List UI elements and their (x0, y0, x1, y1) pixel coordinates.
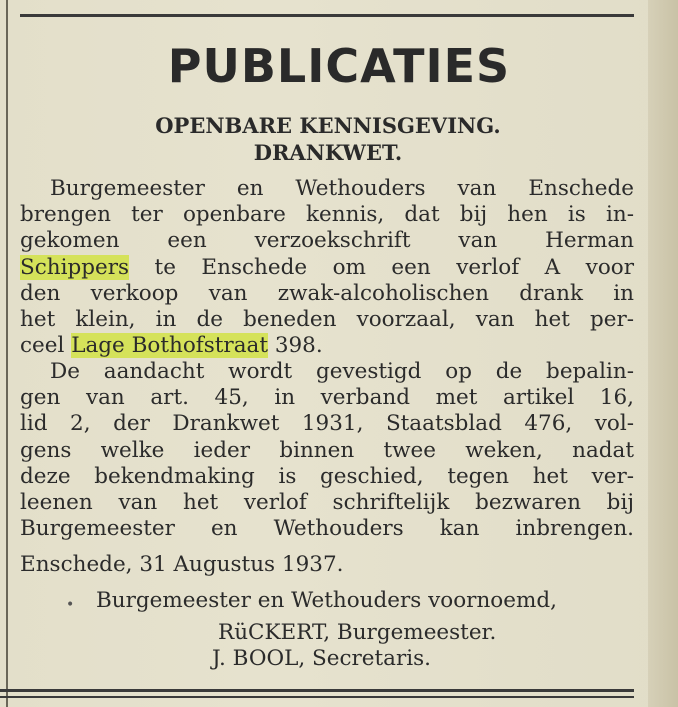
notice-title: OPENBARE KENNISGEVING. (155, 113, 501, 138)
text-line: Burgemeester en Wethouders van Enschede (50, 176, 634, 201)
text-line: De aandacht wordt gevestigd op de bepalin- (50, 359, 634, 384)
notice-subtitle: DRANKWET. (253, 140, 403, 165)
signature-line-3: J. BOOL, Secretaris. (212, 646, 431, 671)
text-line: den verkoop van zwak-alcoholischen drank in (20, 280, 634, 306)
ink-speck: • (66, 597, 75, 613)
text-line: het klein, in de beneden voorzaal, van het per- (20, 306, 634, 332)
text-fragment: ceel (20, 333, 72, 359)
paragraph-1 (20, 176, 634, 359)
signature-line-2: RüCKERT, Burgemeester. (218, 620, 497, 645)
left-margin-line (6, 0, 8, 707)
text-line (20, 333, 634, 359)
text-line: leenen van het verlof schriftelijk bezwaren bij (20, 489, 634, 515)
highlighted-name: Schippers (20, 254, 130, 280)
section-heading: PUBLICATIES (167, 39, 511, 93)
highlighted-street: Lage Bothofstraat (71, 333, 268, 359)
top-rule (20, 14, 634, 17)
paragraph-2 (20, 359, 634, 542)
text-line: Burgemeester en Wethouders kan inbrengen. (20, 516, 634, 542)
text-line: lid 2, der Drankwet 1931, Staatsblad 476, vol- (20, 411, 634, 437)
bottom-rule (0, 689, 634, 692)
date-line: Enschede, 31 Augustus 1937. (20, 552, 344, 577)
text-line (20, 255, 634, 281)
bottom-rule-thin (0, 696, 634, 698)
text-line: deze bekendmaking is geschied, tegen het ver- (20, 463, 634, 489)
text-line: gekomen een verzoekschrift van Herman (20, 228, 634, 254)
text-fragment: te Enschede om een verlof A voor (129, 254, 634, 280)
signature-line-1: Burgemeester en Wethouders voornoemd, (96, 588, 557, 613)
page-edge (648, 0, 678, 707)
text-line: gens welke ieder binnen twee weken, nadat (20, 437, 634, 463)
text-line: gen van art. 45, in verband met artikel 16, (20, 385, 634, 411)
text-fragment: 398. (267, 333, 323, 359)
text-line: brengen ter openbare kennis, dat bij hen is in- (20, 202, 634, 228)
